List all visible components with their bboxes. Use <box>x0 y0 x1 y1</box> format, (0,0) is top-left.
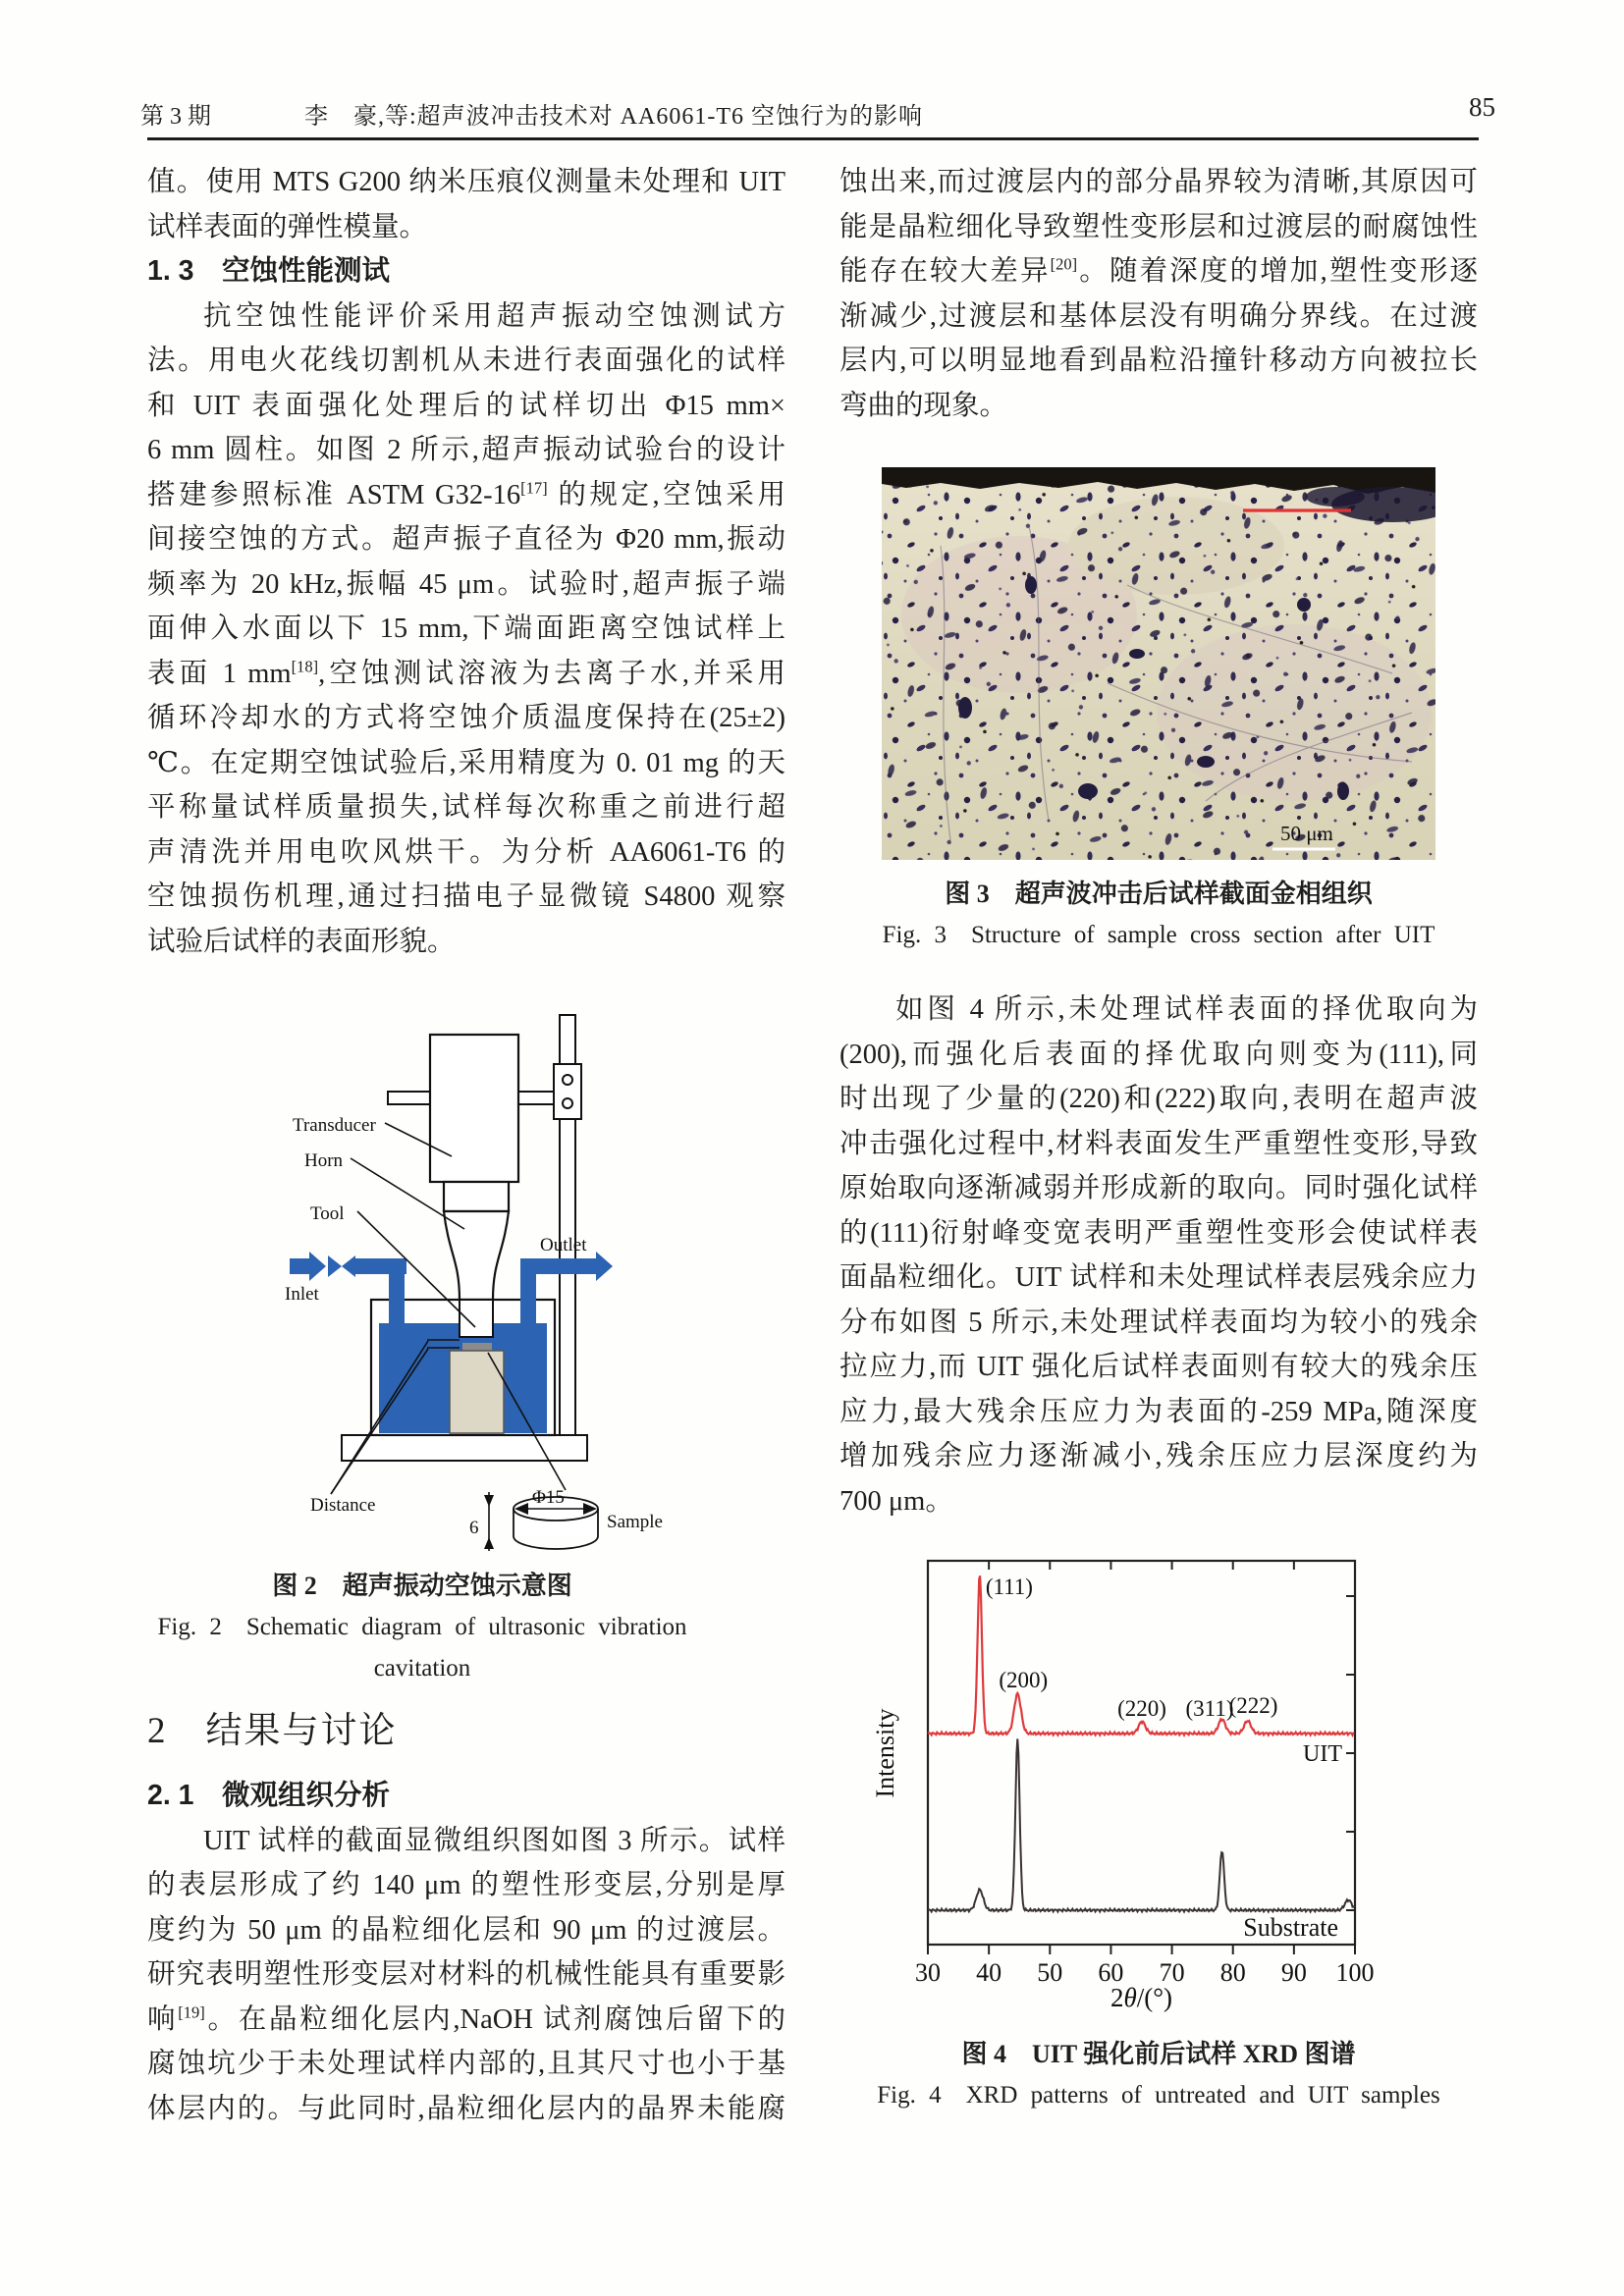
section-heading-2-1: 2. 1 微观组织分析 <box>147 1780 391 1811</box>
label-transducer: Transducer <box>293 1115 376 1136</box>
text-line: 间接空蚀的方式。超声振子直径为 Φ20 mm,振动 <box>147 524 785 555</box>
text-line: 拉应力,而 UIT 强化后试样表面则有较大的残余压 <box>839 1352 1478 1382</box>
fig3-caption-zh: 图 3 超声波冲击后试样截面金相组织 <box>945 880 1373 908</box>
plot-border <box>928 1561 1355 1945</box>
xrd-chart <box>864 1557 1497 2018</box>
paragraph <box>839 160 1478 428</box>
text-line: 能存在较大差异[20]。随着深度的增加,塑性变形逐 <box>839 254 1478 287</box>
fig4-caption-zh: 图 4 UIT 强化前后试样 XRD 图谱 <box>961 2040 1356 2068</box>
x-tick-label: 50 <box>1037 1958 1063 1987</box>
text-line: 面晶粒细化。UIT 试样和未处理试样表层残余应力 <box>839 1262 1478 1293</box>
text-line: 频率为 20 kHz,振幅 45 μm。试验时,超声振子端 <box>147 568 785 600</box>
section-heading-1-3: 1. 3 空蚀性能测试 <box>147 255 391 287</box>
text-line: 冲击强化过程中,材料表面发生严重塑性变形,导致 <box>839 1128 1478 1159</box>
label-sample: Sample <box>607 1512 663 1532</box>
text-line: 表面 1 mm[18],空蚀测试溶液为去离子水,并采用 <box>147 657 785 689</box>
series-label-substrate: Substrate <box>1243 1913 1338 1942</box>
label-distance: Distance <box>310 1495 376 1516</box>
x-tick-label: 90 <box>1280 1958 1307 1987</box>
label-height: 6 <box>469 1518 479 1538</box>
y-axis-label: Intensity <box>871 1708 899 1798</box>
fig3-caption-en: Fig. 3 Structure of sample cross section after UIT <box>882 922 1435 948</box>
text-line: 增加残余应力逐渐减小,残余压应力层深度约为 <box>839 1441 1478 1471</box>
peak-label: (222) <box>1228 1693 1278 1718</box>
text-line: 面伸入水面以下 15 mm,下端面距离空蚀试样上 <box>147 614 785 644</box>
text-line: 响[19]。在晶粒细化层内,NaOH 试剂腐蚀后留下的 <box>147 2002 785 2035</box>
text-line: 体层内的。与此同时,晶粒细化层内的晶界未能腐 <box>147 2093 785 2124</box>
page-number: 85 <box>1469 92 1495 122</box>
text-line: 值。使用 MTS G200 纳米压痕仪测量未处理和 UIT <box>147 167 785 197</box>
scale-bar-label: 50 μm <box>1280 822 1333 845</box>
text-line: 试样表面的弹性模量。 <box>147 211 428 242</box>
x-tick-label: 70 <box>1159 1958 1185 1987</box>
text-line: 应力,最大残余压应力为表面的-259 MPa,随深度 <box>839 1396 1478 1427</box>
text-line: 层内,可以明显地看到晶粒沿撞针移动方向被拉长 <box>839 346 1478 376</box>
label-tool: Tool <box>310 1203 345 1224</box>
right-column <box>839 160 1478 2116</box>
fig2-caption-en: Fig. 2 Schematic diagram of ultrasonic vibration cavitation <box>157 1614 687 1682</box>
text-line: 如图 4 所示,未处理试样表面的择优取向为 <box>895 994 1478 1025</box>
xrd-trace-substrate <box>928 1738 1354 1911</box>
text-line: 蚀出来,而过渡层内的部分晶界较为清晰,其原因可 <box>839 167 1478 197</box>
text-line: ℃。在定期空蚀试验后,采用精度为 0. 01 mg 的天 <box>147 747 785 778</box>
text-line: 法。用电火花线切割机从未进行表面强化的试样 <box>147 346 785 376</box>
text-line: 度约为 50 μm 的晶粒细化层和 90 μm 的过渡层。 <box>147 1914 785 1946</box>
x-tick-label: 100 <box>1335 1958 1375 1987</box>
header-rule <box>147 137 1479 140</box>
text-line: 700 μm。 <box>839 1485 953 1517</box>
journal-issue: 第 3 期 <box>140 104 211 130</box>
text-line: 抗空蚀性能评价采用超声振动空蚀测试方 <box>203 300 785 332</box>
fig2-caption-zh: 图 2 超声振动空蚀示意图 <box>272 1572 572 1600</box>
peak-label: (111) <box>985 1575 1033 1599</box>
peak-label: (220) <box>1117 1696 1166 1721</box>
figure-3 <box>839 467 1478 956</box>
text-line: (200),而强化后表面的择优取向则变为(111),同 <box>839 1039 1478 1070</box>
transducer-horn-tool <box>430 1035 518 1300</box>
left-column <box>147 160 785 2131</box>
text-line: 时出现了少量的(220)和(222)取向,表明在超声波 <box>839 1084 1478 1114</box>
text-line: 渐减少,过渡层和基体层没有明确分界线。在过渡 <box>839 300 1478 332</box>
peak-label: (311) <box>1185 1696 1234 1721</box>
text-line: 原始取向逐渐减弱并形成新的取向。同时强化试样 <box>839 1173 1478 1203</box>
text-line: 试验后试样的表面形貌。 <box>147 926 456 957</box>
paragraph <box>147 1819 785 2132</box>
micrograph-image <box>882 467 1435 860</box>
text-line: 能是晶粒细化导致塑性变形层和过渡层的耐腐蚀性 <box>839 211 1478 242</box>
text-line: 空蚀损伤机理,通过扫描电子显微镜 S4800 观察 <box>147 881 785 912</box>
text-line: UIT 试样的截面显微组织图如图 3 所示。试样 <box>203 1825 785 1856</box>
fig4-caption-en: Fig. 4 XRD patterns of untreated and UIT samples <box>877 2082 1440 2109</box>
label-horn: Horn <box>304 1150 344 1171</box>
text-line: 分布如图 5 所示,未处理试样表面均为较小的残余 <box>839 1307 1478 1338</box>
figure-2 <box>147 1013 785 1682</box>
text-line: 的表层形成了约 140 μm 的塑性形变层,分别是厚 <box>147 1870 785 1900</box>
paragraph <box>839 988 1478 1523</box>
text-line: 弯曲的现象。 <box>839 390 1008 421</box>
paragraph <box>147 294 785 965</box>
running-title: 李 豪,等:超声波冲击技术对 AA6061-T6 空蚀行为的影响 <box>304 104 923 130</box>
text-line: 6 mm 圆柱。如图 2 所示,超声振动试验台的设计 <box>147 435 785 465</box>
series-label-uit: UIT <box>1303 1741 1342 1767</box>
x-axis-label: 2θ/(°) <box>1110 1983 1173 2012</box>
paragraph <box>147 160 785 249</box>
x-tick-label: 40 <box>976 1958 1002 1987</box>
label-diameter: Φ15 <box>532 1487 565 1508</box>
text-line: 腐蚀坑少于未处理试样内部的,且其尺寸也小于基 <box>147 2049 785 2079</box>
label-outlet: Outlet <box>540 1235 587 1255</box>
text-line: 循环冷却水的方式将空蚀介质温度保持在(25±2) <box>147 703 785 733</box>
x-tick-label: 30 <box>915 1958 941 1987</box>
figure-4 <box>839 1557 1478 2116</box>
x-tick-label: 60 <box>1098 1958 1124 1987</box>
text-line: 搭建参照标准 ASTM G32-16[17] 的规定,空蚀采用 <box>147 478 785 510</box>
peak-label: (200) <box>999 1668 1049 1692</box>
text-line: 平称量试样质量损失,试样每次称重之前进行超 <box>147 792 785 823</box>
text-line: 和 UIT 表面强化处理后的试样切出 Φ15 mm× <box>147 390 785 421</box>
section-heading-2: 2 结果与讨论 <box>147 1711 398 1751</box>
text-line: 声清洗并用电吹风烘干。为分析 AA6061-T6 的 <box>147 836 785 868</box>
text-line: 研究表明塑性形变层对材料的机械性能具有重要影 <box>147 1959 785 1990</box>
x-tick-label: 80 <box>1219 1958 1246 1987</box>
label-inlet: Inlet <box>285 1284 319 1305</box>
ultrasonic-rig-diagram <box>147 1013 785 1561</box>
text-line: 的(111)衍射峰变宽表明严重塑性变形会使试样表 <box>839 1217 1478 1249</box>
scale-bar <box>1272 822 1335 849</box>
